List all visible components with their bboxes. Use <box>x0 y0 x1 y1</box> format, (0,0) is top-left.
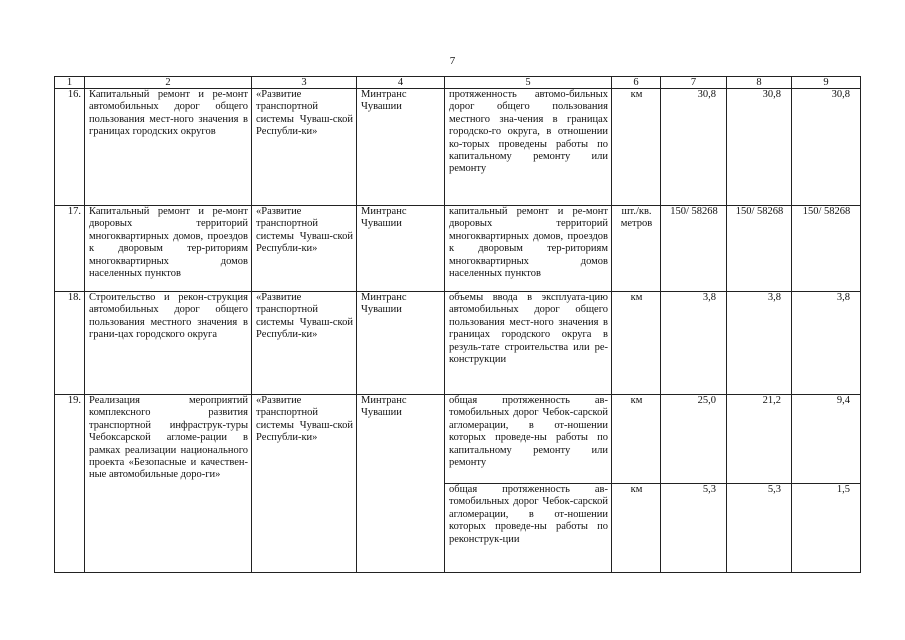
value-cell-8: 3,8 <box>727 292 792 395</box>
measure-cell: Капитальный ремонт и ре-монт дворовых территорий многоквартирных домов, проездов к дворовым тер-риториям многоквартирных домов населенных пунктов <box>85 206 252 292</box>
value-cell-8: 150/ 58268 <box>727 206 792 292</box>
program-cell: «Развитие транспортной системы Чуваш-ской Республи-ки» <box>252 395 357 573</box>
value-cell-8: 21,2 <box>727 395 792 484</box>
value-cell-9: 150/ 58268 <box>792 206 861 292</box>
column-header: 8 <box>727 77 792 89</box>
column-header: 6 <box>612 77 661 89</box>
unit-cell: км <box>612 292 661 395</box>
column-header: 2 <box>85 77 252 89</box>
row-number: 18. <box>55 292 85 395</box>
table-row <box>55 395 861 484</box>
measure-cell: Капитальный ремонт и ре-монт автомобильных дорог общего пользования мест-ного значения в границах городских округов <box>85 89 252 206</box>
value-cell-9: 9,4 <box>792 395 861 484</box>
unit-cell: шт./кв. метров <box>612 206 661 292</box>
value-cell-8: 30,8 <box>727 89 792 206</box>
unit-cell: км <box>612 395 661 484</box>
value-cell-7: 3,8 <box>661 292 727 395</box>
table-row <box>55 292 861 395</box>
row-number: 19. <box>55 395 85 573</box>
indicator-cell: общая протяженность ав-томобильных дорог Чебок-сарской агломерации, в от-ношении которых проведе-ны работы по капитальному ремонту или ремонту <box>445 395 612 484</box>
value-cell-7: 30,8 <box>661 89 727 206</box>
indicator-cell: капитальный ремонт и ре-монт дворовых территорий многоквартирных домов, проездов к дворовым тер-риториям многоквартирных домов населенных пунктов <box>445 206 612 292</box>
executor-cell: Минтранс Чувашии <box>357 292 445 395</box>
measure-cell: Строительство и рекон-струкция автомобильных дорог общего пользования местного значения в грани-цах городского округа <box>85 292 252 395</box>
column-header: 1 <box>55 77 85 89</box>
row-number: 16. <box>55 89 85 206</box>
row-number: 17. <box>55 206 85 292</box>
column-header: 4 <box>357 77 445 89</box>
value-cell-7: 25,0 <box>661 395 727 484</box>
column-number-row <box>55 77 861 89</box>
table-row <box>55 206 861 292</box>
executor-cell: Минтранс Чувашии <box>357 395 445 573</box>
value-cell-7: 5,3 <box>661 484 727 573</box>
executor-cell: Минтранс Чувашии <box>357 206 445 292</box>
indicator-cell: объемы ввода в эксплуата-цию автомобильных дорог общего пользования мест-ного значения в границах городского округа в резуль-тате строительства или ре-конструкции <box>445 292 612 395</box>
indicator-cell: общая протяженность ав-томобильных дорог Чебок-сарской агломерации, в от-ношении которых проведе-ны работы по реконструк-ции <box>445 484 612 573</box>
measure-cell: Реализация мероприятий комплексного развития транспортной инфраструк-туры Чебоксарской агломе-рации в рамках реализации национального проекта «Безопасные и качествен-ные автомобильные доро-ги» <box>85 395 252 573</box>
unit-cell: км <box>612 89 661 206</box>
program-cell: «Развитие транспортной системы Чуваш-ской Республи-ки» <box>252 206 357 292</box>
column-header: 7 <box>661 77 727 89</box>
value-cell-9: 30,8 <box>792 89 861 206</box>
column-header: 5 <box>445 77 612 89</box>
column-header: 3 <box>252 77 357 89</box>
program-cell: «Развитие транспортной системы Чуваш-ской Республи-ки» <box>252 89 357 206</box>
program-measures-table <box>54 76 861 573</box>
page-number: 7 <box>449 55 456 67</box>
value-cell-7: 150/ 58268 <box>661 206 727 292</box>
table-row <box>55 89 861 206</box>
value-cell-8: 5,3 <box>727 484 792 573</box>
column-header: 9 <box>792 77 861 89</box>
value-cell-9: 1,5 <box>792 484 861 573</box>
value-cell-9: 3,8 <box>792 292 861 395</box>
indicator-cell: протяженность автомо-бильных дорог общего пользования местного зна-чения в границах городско-го округа, в отношении ко-торых проведены работы по капитальному ремонту или ремонту <box>445 89 612 206</box>
unit-cell: км <box>612 484 661 573</box>
executor-cell: Минтранс Чувашии <box>357 89 445 206</box>
program-cell: «Развитие транспортной системы Чуваш-ской Республи-ки» <box>252 292 357 395</box>
